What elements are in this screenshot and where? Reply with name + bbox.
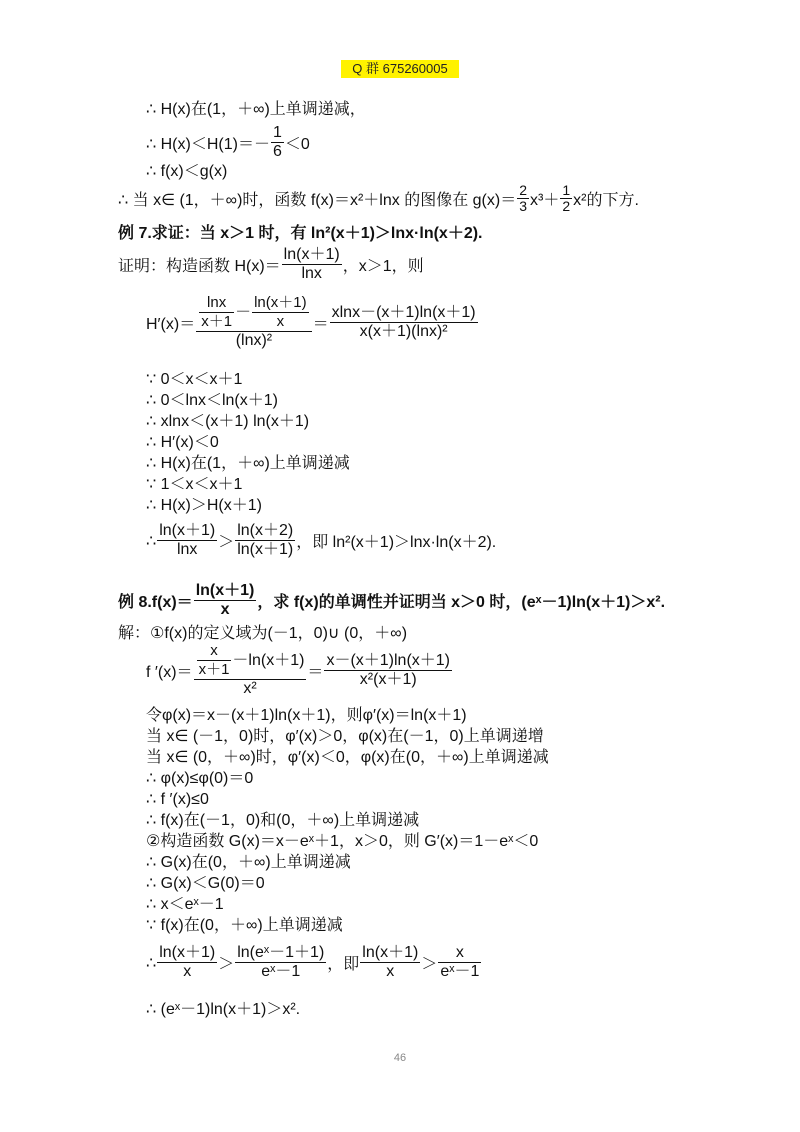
ex8-step: ∴ x＜eˣ－1: [146, 896, 224, 913]
gt-sign: ＞: [218, 956, 235, 973]
frac-num: ln(x＋1): [283, 246, 340, 263]
conclusion-text: ∴ 当 x∈ (1，＋∞)时，函数 f(x)＝x²＋lnx 的图像在 g(x)＝: [118, 192, 517, 209]
derivative-label: H′(x)＝: [146, 315, 196, 333]
minus-sign: －: [235, 303, 252, 321]
ex8-step: ∴ G(x)在(0，＋∞)上单调递减: [146, 854, 351, 871]
therefore-symbol: ∴: [146, 532, 157, 550]
frac-den: 3: [519, 198, 527, 214]
result-fraction: [324, 652, 452, 689]
frac-num: ln(x＋1): [254, 294, 307, 311]
ex8-step: 令φ(x)＝x－(x＋1)ln(x＋1)，则φ′(x)＝ln(x＋1): [146, 707, 467, 724]
ex7-step: ∴ H(x)在(1，＋∞)上单调递减: [146, 455, 350, 472]
frac-num: lnx: [199, 294, 234, 313]
ex8-step: 当 x∈ (0，＋∞)时，φ′(x)＜0，φ(x)在(0，＋∞)上单调递减: [146, 749, 549, 766]
compound-numerator: [194, 642, 307, 680]
frac-num: ln(x＋1): [159, 944, 216, 961]
frac-den: x²(x＋1): [359, 670, 417, 688]
final-mid: ，即: [327, 956, 360, 973]
example-7-final: [146, 522, 496, 559]
fraction-one-half: [560, 183, 572, 214]
inner-fraction-2: [252, 294, 309, 331]
equals-sign: ＝: [307, 663, 324, 681]
frac-den: eˣ－1: [261, 963, 301, 980]
compound-denominator: x²: [243, 680, 257, 697]
ex8-step: ∴ f ′(x)≤0: [146, 791, 209, 808]
frac-num: 1: [562, 182, 571, 198]
inner-fraction-1: [199, 294, 234, 331]
inner-fraction: [197, 642, 232, 679]
frac-den: x＋1: [201, 313, 233, 330]
ex8-step: ∵ f(x)在(0，＋∞)上单调递减: [146, 917, 343, 934]
conclusion-tail: x²的下方.: [573, 192, 639, 209]
title-tail: ，求 f(x)的单调性并证明当 x＞0 时，(eˣ－1)ln(x＋1)＞x².: [257, 594, 666, 611]
fraction-two-thirds: [517, 183, 529, 214]
result-fraction: [330, 304, 478, 341]
frac-den: lnx: [301, 265, 322, 282]
ex7-step: ∴ H′(x)＜0: [146, 434, 219, 451]
frac-den: x: [386, 963, 395, 980]
example-7-title: 例 7.求证：当 x＞1 时，有 ln²(x＋1)＞lnx·ln(x＋2).: [118, 225, 483, 242]
compound-fraction: [194, 642, 307, 698]
prev-step-2-text: ∴ H(x)＜H(1)＝－: [146, 136, 270, 153]
ex8-last-line: ∴ (eˣ－1)ln(x＋1)＞x².: [146, 1001, 301, 1018]
compound-fraction: [196, 294, 311, 350]
ex8-solution-line-1: 解：①f(x)的定义域为(－1，0)∪ (0，＋∞): [118, 625, 408, 642]
frac-den: eˣ－1: [440, 963, 480, 980]
frac-num: x－(x＋1)ln(x＋1): [326, 651, 451, 669]
frac-den: x(x＋1)(lnx)²: [359, 322, 448, 340]
title-fraction: [194, 582, 257, 619]
final-tail: ，即 ln²(x＋1)＞lnx·ln(x＋2).: [296, 534, 497, 551]
fraction-h: [282, 246, 342, 283]
ex7-step: ∵ 1＜x＜x＋1: [146, 476, 243, 493]
prev-step-3: ∴ f(x)＜g(x): [146, 163, 228, 180]
frac-den: ln(x＋1): [237, 541, 294, 558]
frac-den: x: [276, 313, 285, 330]
frac-num: ln(x＋1): [195, 582, 255, 599]
ex7-step: ∴ xlnx＜(x＋1) ln(x＋1): [146, 413, 310, 430]
therefore-symbol: ∴: [146, 954, 157, 972]
proof-intro-text: 证明：构造函数 H(x)＝: [118, 258, 281, 275]
ex8-step: ∴ G(x)＜G(0)＝0: [146, 875, 265, 892]
frac-num: ln(x＋2): [237, 522, 294, 539]
final-fraction-2: [235, 944, 326, 981]
frac-num: 2: [519, 182, 527, 198]
equals-sign: ＝: [312, 315, 329, 333]
proof-intro-tail: ，x＞1，则: [342, 258, 424, 275]
title-pre: 例 8.f(x)＝: [118, 594, 193, 611]
compound-numerator: [196, 294, 311, 332]
ex7-step: ∵ 0＜x＜x＋1: [146, 371, 243, 388]
final-fraction-2: [235, 522, 295, 559]
example-8-final: [146, 944, 482, 981]
frac-den: x＋1: [198, 661, 230, 678]
prev-step-1: ∴ H(x)在(1，＋∞)上单调递减，: [146, 101, 366, 118]
example-8-title: [118, 582, 665, 619]
conclusion-mid: x³＋: [530, 192, 560, 209]
frac-den: x: [220, 601, 230, 618]
ex8-step: ∴ f(x)在(－1，0)和(0，＋∞)上单调递减: [146, 812, 420, 829]
example-7-proof-intro: [118, 246, 424, 283]
frac-num: ln(x＋1): [362, 944, 419, 961]
frac-num: x: [438, 944, 481, 963]
final-fraction-1: [157, 944, 217, 981]
gt-sign: ＞: [218, 534, 235, 551]
derivative-label: f ′(x)＝: [146, 663, 193, 681]
compound-denominator: (lnx)²: [235, 332, 273, 349]
frac-den: x: [183, 963, 192, 980]
prev-step-2-tail: ＜0: [284, 136, 310, 153]
prev-step-2: [146, 124, 310, 161]
ex8-step: ②构造函数 G(x)＝x－eˣ＋1，x＞0，则 G′(x)＝1－eˣ＜0: [146, 833, 539, 850]
frac-num: ln(eˣ－1＋1): [237, 944, 325, 961]
fraction-one-sixth: [271, 124, 284, 161]
page-number: 46: [393, 1052, 407, 1064]
frac-den: 6: [272, 143, 282, 160]
frac-num: xlnx－(x＋1)ln(x＋1): [331, 303, 476, 321]
example-8-derivative: [146, 642, 453, 698]
prev-conclusion: [118, 183, 639, 214]
ex8-step: ∴ φ(x)≤φ(0)＝0: [146, 770, 254, 787]
ex8-step: 当 x∈ (－1，0)时，φ′(x)＞0，φ(x)在(－1，0)上单调递增: [146, 728, 544, 745]
ex7-step: ∴ H(x)＞H(x＋1): [146, 497, 262, 514]
final-fraction-3: [360, 944, 420, 981]
example-7-derivative: [146, 294, 479, 350]
final-fraction-1: [157, 522, 217, 559]
frac-num: 1: [272, 124, 282, 141]
frac-num: x: [197, 642, 232, 661]
frac-den: lnx: [176, 541, 198, 558]
ex7-step: ∴ 0＜lnx＜ln(x＋1): [146, 392, 278, 409]
qq-group-badge: Q 群 675260005: [341, 60, 459, 78]
minus-term: －ln(x＋1): [232, 651, 305, 669]
gt-sign: ＞: [421, 956, 438, 973]
frac-den: 2: [562, 198, 571, 214]
frac-num: ln(x＋1): [159, 522, 216, 539]
final-fraction-4: [438, 944, 481, 981]
